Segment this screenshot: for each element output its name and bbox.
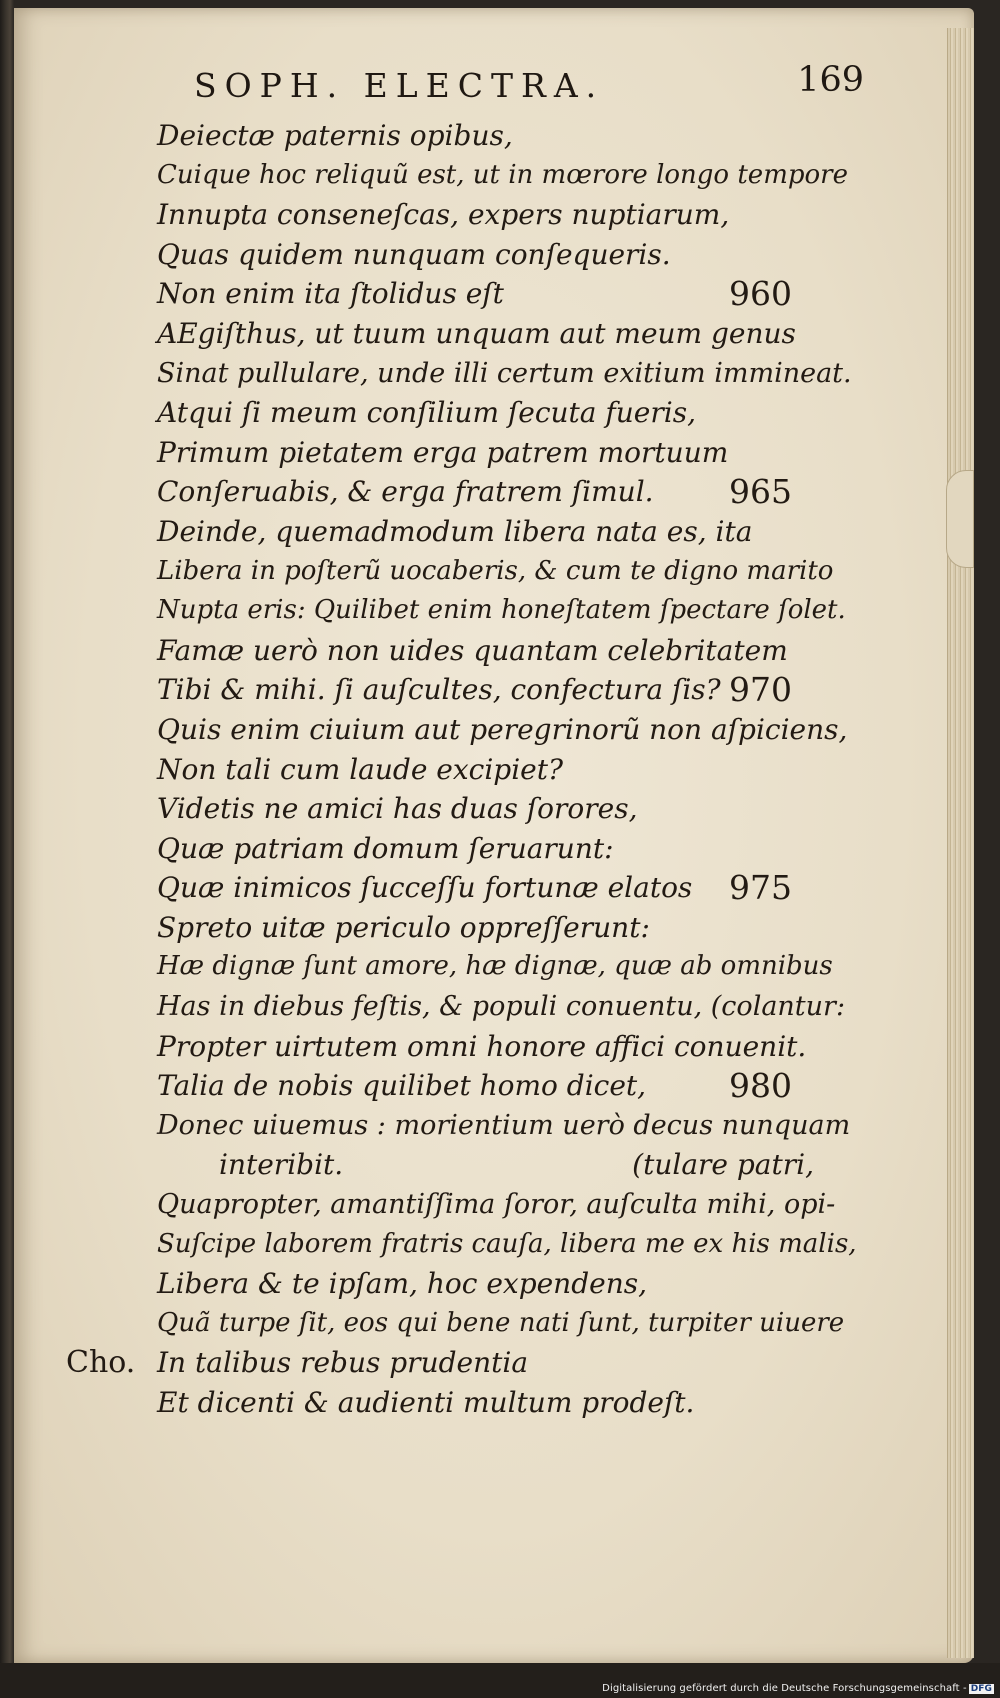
verse-text: Talia de nobis quilibet homo dicet, [157,1069,647,1103]
verse-line [14,1383,974,1423]
verse-text: Deiectæ paternis opibus, [157,119,513,152]
verse-text: Propter uirtutem omni honore affici conuenit. [157,1029,807,1063]
page-number: 169 [797,60,864,100]
verse-line [14,670,974,710]
verse-text: Spreto uitæ periculo oppreſſerunt: [157,910,650,944]
verse-line [14,552,974,592]
verse-text: Non enim ita ſtolidus eſt [157,277,504,311]
verse-text: Has in diebus feſtis, & populi conuentu, (colantur: [157,991,846,1023]
line-number: 970 [729,670,792,710]
verse-line [14,1066,974,1106]
verse-text: Libera & te ipſam, hoc expendens, [157,1267,648,1301]
verse-text: Quas quidem nunquam conſequeris. [157,237,671,271]
verse-line [14,829,974,869]
running-title: SOPH. ELECTRA. [194,66,605,105]
line-number: 980 [729,1066,792,1106]
verse-line [14,591,974,631]
verse-text: Non tali cum laude excipiet? [157,752,563,786]
verse-text: Quapropter, amantiſſima ſoror, auſculta mihi, opi- [157,1189,836,1221]
dfg-logo: DFG [970,1684,992,1694]
verse-line [14,195,974,235]
verse-line [14,868,974,908]
speaker-label: Cho. [66,1345,136,1381]
verse-line [14,1145,974,1185]
verse-text: Et dicenti & audienti multum prodeſt. [157,1386,695,1419]
verse-text: Donec uiuemus : morientium uerò decus nunquam [157,1109,851,1141]
verse-line [14,512,974,552]
verse-line [14,433,974,473]
verse-line [14,908,974,948]
verse-text: Tibi & mihi. ſi auſcultes, confectura ſis? [157,673,721,707]
verse-line [14,116,974,156]
verse-line [14,1027,974,1067]
verse-line [14,393,974,433]
verse-text: Deinde, quemadmodum libera nata es, ita [157,514,753,548]
verse-text: Hæ dignæ ſunt amore, hæ dignæ, quæ ab omnibus [157,951,833,982]
verse-text: Videtis ne amici has duas ſorores, [157,792,638,826]
credit-text: Digitalisierung gefördert durch die Deutsche Forschungsgemeinschaft - [602,1683,967,1694]
verse-line [14,235,974,275]
verse-text: Atqui ſi meum conſilium ſecuta fueris, [157,396,696,430]
line-number: 965 [729,472,792,512]
verse-text: Quæ patriam domum ſeruarunt: [157,831,614,865]
verse-line [14,1304,974,1344]
verse-text: AEgiſthus, ut tuum unquam aut meum genus [157,316,796,350]
verse-text: Cuique hoc reliquũ est, ut in mœrore longo tempore [157,159,848,190]
verse-line [14,750,974,790]
verse-overflow: (tulare patri, [632,1148,814,1182]
verse-text: interibit. [219,1148,344,1182]
verse-text: Libera in poſterũ uocaberis, & cum te digno marito [157,555,834,586]
line-number: 975 [729,868,792,908]
verse-text: Quis enim ciuium aut peregrinorũ non aſpiciens, [157,712,848,746]
verse-lines [14,116,974,1423]
verse-line [14,1343,974,1383]
verse-line [14,472,974,512]
verse-text: Suſcipe laborem fratris cauſa, libera me ex his malis, [157,1228,857,1259]
verse-text: Sinat pullulare, unde illi certum exitium immineat. [157,357,852,389]
verse-line [14,1185,974,1225]
verse-text: Famæ uerò non uides quantam celebritatem [157,633,788,667]
verse-line [14,789,974,829]
verse-text: Primum pietatem erga patrem mortuum [157,435,729,469]
verse-line [14,631,974,671]
verse-text: Nupta eris: Quilibet enim honeſtatem ſpectare ſolet. [157,595,846,626]
verse-line [14,710,974,750]
book-page [14,8,974,1663]
verse-text: Innupta conseneſcas, expers nuptiarum, [157,198,730,232]
verse-line [14,987,974,1027]
verse-line [14,947,974,987]
verse-text: Conſeruabis, & erga fratrem ſimul. [157,475,654,509]
verse-line [14,156,974,196]
verse-text: In talibus rebus prudentia [157,1346,529,1380]
page-header [194,60,864,106]
line-number: 960 [729,274,792,314]
verse-line [14,1225,974,1265]
verse-text: Quã turpe ſit, eos qui bene nati ſunt, turpiter uiuere [157,1307,845,1338]
verse-line [14,1264,974,1304]
digitization-credit [602,1683,994,1694]
verse-line [14,274,974,314]
verse-text: Quæ inimicos ſucceſſu fortunæ elatos [157,871,693,905]
verse-line [14,354,974,394]
verse-line [14,1106,974,1146]
verse-line [14,314,974,354]
